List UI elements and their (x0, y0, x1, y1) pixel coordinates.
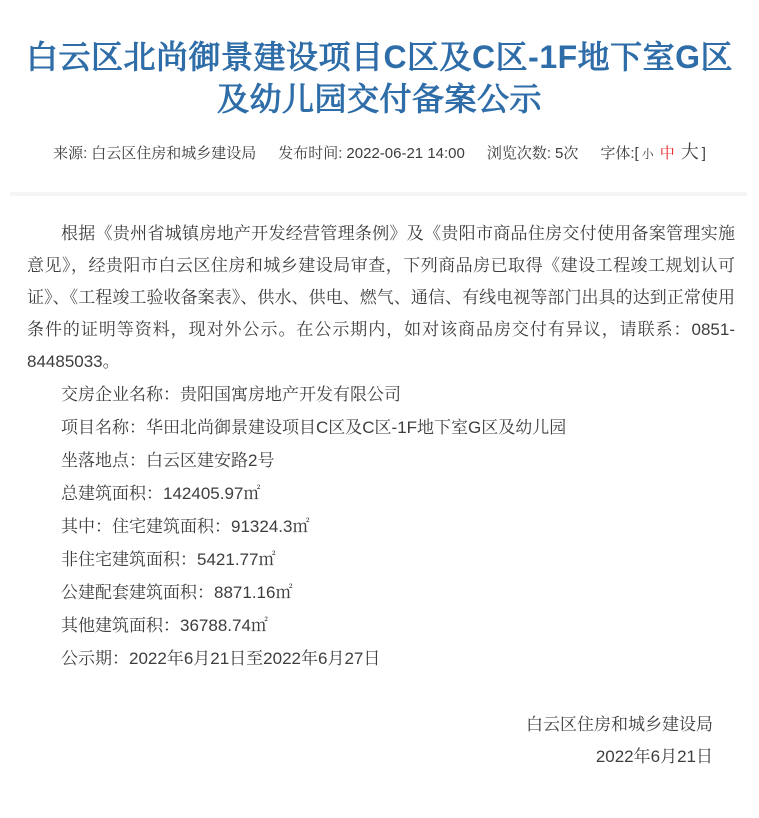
publish-time-value: 2022-06-21 14:00 (346, 145, 465, 163)
detail-line-location: 坐落地点：白云区建安路2号 (61, 451, 275, 471)
font-size-large-button[interactable]: 大 (680, 142, 699, 163)
source-item (53, 145, 256, 162)
detail-line-public-area: 公建配套建筑面积：8871.16㎡ (61, 583, 293, 603)
detail-line-residential-area: 其中：住宅建筑面积：91324.3㎡ (61, 517, 310, 537)
view-count-item (487, 145, 579, 162)
source-label: 来源: (53, 145, 88, 163)
page-title: 白云区北尚御景建设项目C区及C区-1F地下室G区及幼儿园交付备案公示 (25, 39, 734, 118)
detail-line-nonresidential-area: 非住宅建筑面积：5421.77㎡ (61, 550, 276, 570)
view-count-value: 5次 (555, 145, 579, 163)
signature-date: 2022年6月21日 (595, 747, 713, 767)
publish-time-item (278, 145, 465, 162)
font-size-bracket-close: ] (701, 145, 706, 163)
font-size-switcher (600, 142, 706, 163)
detail-line-publicity-period: 公示期：2022年6月21日至2022年6月27日 (61, 649, 381, 669)
detail-line-company: 交房企业名称：贵阳国寓房地产开发有限公司 (61, 385, 401, 405)
signature-block (0, 709, 713, 773)
font-size-medium-button[interactable]: 中 (659, 145, 675, 163)
publish-time-label: 发布时间: (278, 145, 343, 163)
intro-paragraph: 根据《贵州省城镇房地产开发经营管理条例》及《贵阳市商品住房交付使用备案管理实施意见》，经贵阳市白云区住房和城乡建设局审查，下列商品房已取得《建设工程竣工规划认可证》、《工程竣工验收备案表》、供水、供电、燃气、通信、有线电视等部门出具的达到正常使用条件的证明等资料，现对外公示。在公示期内，如对该商品房交付有异议，请联系：0851-84485033。 (27, 224, 735, 372)
article-body (27, 218, 735, 675)
font-size-small-button[interactable]: 小 (641, 147, 654, 162)
article-meta (0, 138, 759, 164)
agency-name: 白云区住房和城乡建设局 (526, 715, 713, 735)
announcement-page (0, 36, 759, 818)
detail-line-total-area: 总建筑面积：142405.97㎡ (61, 484, 261, 504)
source-value: 白云区住房和城乡建设局 (91, 145, 257, 163)
font-size-label: 字体:[ (600, 145, 639, 163)
detail-line-project-name: 项目名称：华田北尚御景建设项目C区及C区-1F地下室G区及幼儿园 (61, 418, 567, 438)
divider (10, 192, 747, 196)
detail-line-other-area: 其他建筑面积：36788.74㎡ (61, 616, 268, 636)
view-count-label: 浏览次数: (486, 145, 552, 163)
